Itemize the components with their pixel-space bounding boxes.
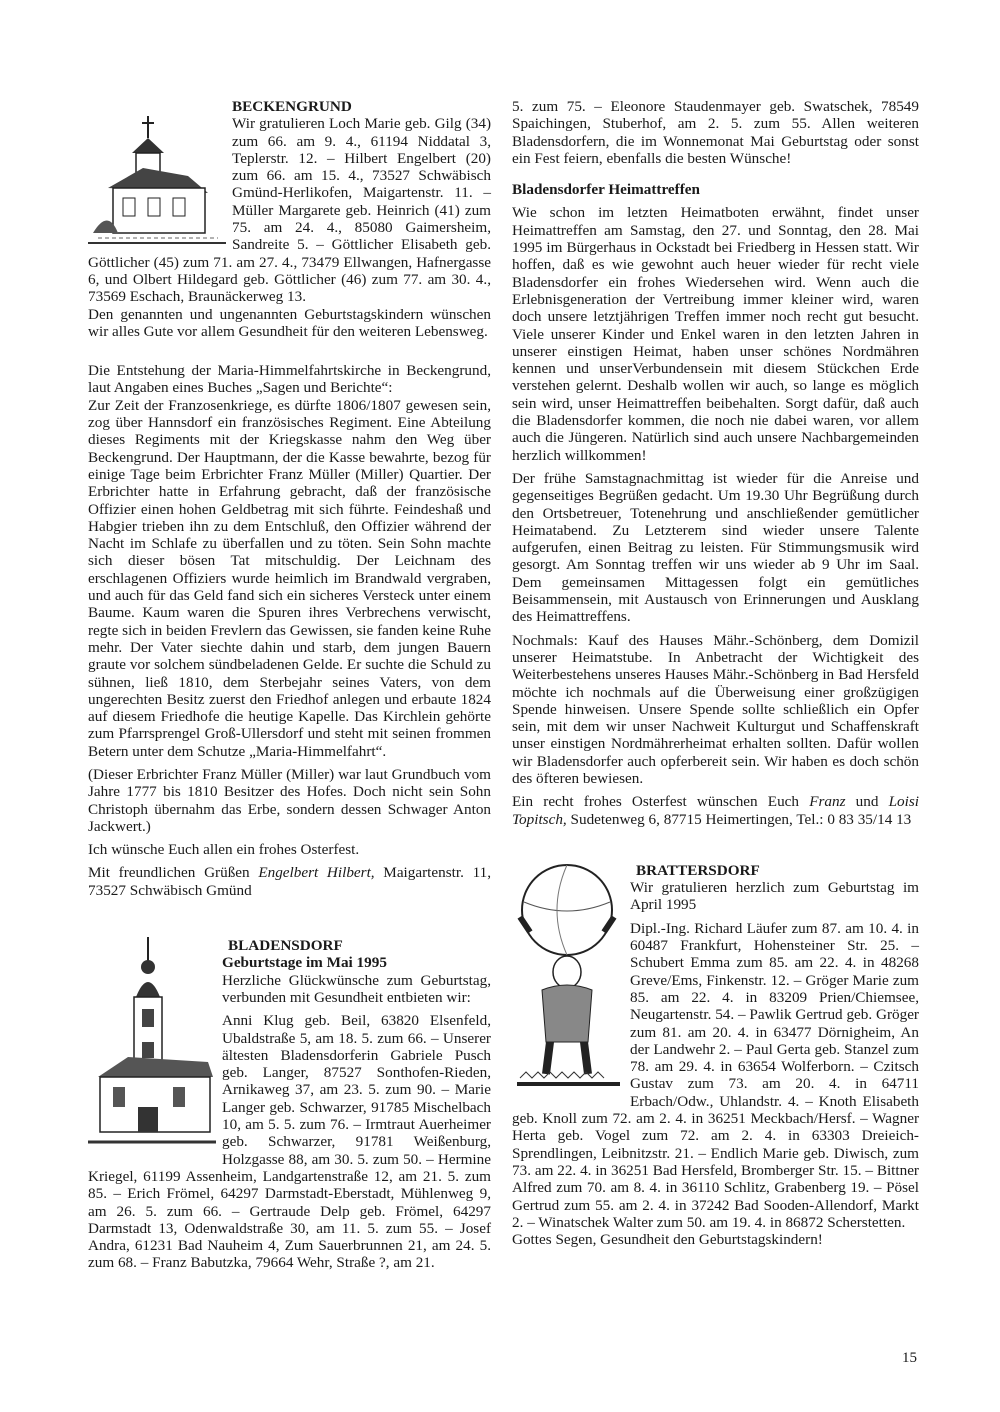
- heimattreffen-closing: Ein recht frohes Osterfest wünschen Euch Franz und Loisi Topitsch, Sudetenweg 6, 87715 Heimertingen, Tel.: 0 83 35/14 13: [512, 793, 919, 828]
- heimattreffen-heading: Bladensdorfer Heimattreffen: [512, 181, 700, 199]
- beckengrund-heading: BECKENGRUND: [232, 98, 352, 115]
- church-tower-illustration: [88, 937, 216, 1147]
- bladensdorf-heading: BLADENSDORF: [228, 937, 343, 955]
- history-note: (Dieser Erbrichter Franz Müller (Miller) war laut Grundbuch vom Jahre 1777 bis 1810 Besitzer des Hofes. Doch nicht sein Sohn Christoph übernahm das Erbe, sondern dessen Schwager Anton Jackwert.): [88, 765, 491, 835]
- history-intro: Die Entstehung der Maria-Himmelfahrtskirche in Beckengrund, laut Angaben eines Buches „Sagen und Berichte“:: [88, 362, 491, 397]
- brattersdorf-heading: BRATTERSDORF: [636, 861, 760, 879]
- beckengrund-wishes: Den genannten und ungenannten Geburtstagskindern wünschen wir alles Gute vor allem Gesundheit für den weiteren Lebensweg.: [88, 305, 491, 340]
- left-column: [88, 98, 491, 1272]
- chapel-illustration: [88, 98, 226, 248]
- easter-wish: Ich wünsche Euch allen ein frohes Osterfest.: [88, 841, 360, 859]
- heimattreffen-p2: Der frühe Samstagnachmittag ist wieder für die Anreise und gegenseitiges Begrüßen gedacht. Um 19.30 Uhr Begrüßung durch den Ortsbetreuer, Totenehrung und anschließender gemütlicher Heimatabend. Zu Letzterem sind wieder unsere Talente aufgerufen, einen Beitrag zu leisten. Für Stimmungsmusik wird gesorgt. Am Sonntag treffen wir uns wieder ab 9 Uhr im Saal. Dem gemeinsamen Mittagessen folgt ein gemütliches Beisammensein, mit Austausch von Erinnerungen und Ausklang des Heimattreffens.: [512, 469, 919, 626]
- bladensdorf-section: [88, 937, 491, 1272]
- beckengrund-birthdays: Wir gratulieren Loch Marie geb. Gilg (34) zum 66. am 9. 4., 61194 Niddatal 3, Teplerstr. 12. – Hilbert Engelbert (20) zum 66. am 15. 4., 73527 Schwäbisch Gmünd-Herlikofen, Maigartenstr. 11. – Müller Margarete geb. Heinrich (41) zum 75. am 24. 4., 85080 Gaimersheim, Sandreite 5. – Göttlicher Elisabeth geb. Göttlicher (45) zum 71. am 27. 4., 73479 Ellwangen, Hafnergasse 6, und Olbert Hildegard geb. Göttlicher (46) zum 77. am 30. 4., 73569 Eschach, Braunäckerweg 13.: [88, 115, 491, 306]
- beckengrund-section: [88, 98, 491, 340]
- heimattreffen-p3: Nochmals: Kauf des Hauses Mähr.-Schönberg, dem Domizil unserer Heimatstube. In Anbetracht der Wichtigkeit des Weiterbestehens unseres Hauses Mähr.-Schönberg in Bad Hersfeld möchte ich nochmals auf die Überweisung einer großzügigen Spende hinweisen. Unsere Spende sollte schließlich ein Opfer sein, mit dem wir unser Nachweit Kulturgut und Schaffenskraft unser einstigen Nordmährerheimat erhalten sollten. Dafür wollen wir Bladensdorfer auch opferbereit sein. Wir haben es doch schön des öfteren bewiesen.: [512, 631, 919, 787]
- bladensdorf-birthdays: Anni Klug geb. Beil, 63820 Elsenfeld, Ubaldstraße 5, am 18. 5. zum 66. – Unserer ältesten Bladensdorferin Gabriele Pusch geb. Langer, 87527 Sonthofen-Rieden, Arnikaweg 37, am 23. 5. zum 90. – Marie Langer geb. Schwarzer, 91785 Mischelbach 10, am 5. 5. zum 76. – Irmtraut Auerheimer geb. Schwarzer, 91781 Weißenburg, Holzgasse 88, am 30. 5. zum 50. – Hermine Kriegel, 61199 Assenheim, Landgartenstraße 12, am 21. 5. zum 85. – Erich Frömel, 64297 Darmstadt-Eberstadt, Mühlenweg 9, am 26. 5. zum 66. – Gertraude Delp geb. Frömel, 64297 Darmstadt 13, Odenwaldstraße 30, am 11. 5. zum 55. – Josef Andra, 61231 Bad Nauheim 4, Zum Sauerbrunnen 21, am 24. 5. zum 68. – Franz Babutzka, 79664 Wehr, Straße ?, am 21.: [88, 1012, 491, 1272]
- heimattreffen-section: [512, 181, 919, 828]
- history-greeting: Mit freundlichen Grüßen Engelbert Hilbert, Maigartenstr. 11, 73527 Schwäbisch Gmünd: [88, 864, 491, 899]
- bladensdorf-subheading: Geburtstage im Mai 1995: [222, 954, 387, 972]
- history-body: Zur Zeit der Franzosenkriege, es dürfte 1806/1807 gewesen sein, zog über Hannsdorf ein französisches Regiment. Eine Abteilung dieses Regiments mit der Kriegskasse nahm den Weg über Beckengrund. Der Hauptmann, der die Kasse bewahrte, bezog für einige Tage beim Erbrichter Franz Müller (Miller) Quartier. Der Erbrichter hatte in Erfahrung gebracht, daß der französische Offizier einen hohen Geldbetrag mit sich führte. Feindeshaß und Habgier trieben ihn zu dem Entschluß, den Offizier während der Nacht im Schlafe zu überfallen und zu töten. Sein Sohn machte sich dieser bösen Tat mitschuldig. Der Leichnam des erschlagenen Offiziers wurde heimlich im Brandwald vergraben, und auch für das Geld fand sich ein sicheres Versteck unter einem Baume. Kaum waren die Spuren ihres Verbrechens verwischt, regte sich in beiden Frevlern das Gewissen, sie fanden keine Ruhe mehr. Der Vater siechte dahin und starb, dem jungen Bauern graute vor solchem sündbeladenen Gelde. Er suchte die Schuld zu sühnen, ließ 1810, dem Sterbejahr seines Vaters, von dem ungerechten Besitz zuerst den Friedhof anlegen und erbaute 1824 auf diesem Friedhofe die heutige Kapelle. Das Kirchlein gehörte zum Pfarrsprengel Groß-Ullersdorf und steht mit seinen frommen Betern unter dem Schutze „Maria-Himmelfahrt“.: [88, 396, 491, 760]
- right-column: [512, 98, 919, 1248]
- brattersdorf-birthdays: Dipl.-Ing. Richard Läufer zum 87. am 10. 4. in 60487 Frankfurt, Hohensteiner Str. 25. – Schubert Emma zum 85. am 22. 4. in 48268 Greve/Ems, Finkenstr. 12. – Gröger Marie zum 85. am 22. 4. in 83209 Prien/Chiemsee, Neugartenstr. 54. – Pawlik Gertrud geb. Gröger zum 81. am 20. 4. in 63477 Dörnigheim, An der Landwehr 2. – Paul Gerta geb. Stanzel zum 78. am 29. 4. in 63654 Wolferborn. – Czitsch Gustav zum 73. am 20. 4. in 64711 Erbach/Odw., Uhlandstr. 4. – Knoth Elisabeth geb. Knoll zum 72. am 2. 4. in 36251 Meckbach/Hersf. – Wagner Herta geb. Vogel zum 72. am 2. 4. in 63303 Dreieich-Sprendlingen, Leibnitzstr. 21. – Endlich Marie geb. Diwisch, zum 73. am 22. 4. in 36251 Bad Hersfeld, Bromberger Str. 15. – Bittner Alfred zum 70. am 8. 4. in 36110 Schlitz, Grabenberg 19. – Pösel Gertrud zum 55. am 2. 4. in 37242 Bad Sooden-Allendorf, Markt 2. – Winatschek Walter zum 50. am 19. 4. in 86872 Scherstetten.: [512, 919, 919, 1231]
- brattersdorf-section: [512, 862, 919, 1249]
- atlas-statue-illustration: [512, 862, 624, 1090]
- brattersdorf-blessing: Gottes Segen, Gesundheit den Geburtstagskindern!: [512, 1231, 823, 1249]
- bladensdorf-continuation: 5. zum 75. – Eleonore Staudenmayer geb. Swatschek, 78549 Spaichingen, Stuberhof, am 2. 5. zum 55. Allen weiteren Bladensdorfern, die im Wonnemonat Mai Geburtstag oder sonst ein Fest feiern, ebenfalls die besten Wünsche!: [512, 98, 919, 167]
- heimattreffen-p1: Wie schon im letzten Heimatboten erwähnt, findet unser Heimattreffen am Samstag, den 27. und Sonntag, den 28. Mai 1995 im Bürgerhaus in Ockstadt bei Friedberg in Hessen statt. Wir hoffen, daß es wie gewohnt auch heuer wieder für recht viele Bladensdorfer ein frohes Wiedersehen wird. Wenn auch die Erlebnisgeneration der Vertreibung immer kleiner wird, waren doch unsere letztjährigen Treffen immer noch recht gut besucht. Viele unserer Kinder und Enkel waren in den letzten Jahren in unserer einstigen Heimat, haben unser schönes Nordmähren kennen und unserVerbundensein mit diesem Stückchen Erde verstehen gelernt. Deshalb wollen wir auch, so lange es möglich sein wird, unser Heimattreffen beibehalten. Sorgt dafür, daß auch die Bladensdorfer kommen, die noch nie dabei waren, vor allem auch die Jüngeren. Natürlich sind auch unsere Nachbargemeinden herzlich willkommen!: [512, 204, 919, 464]
- church-history-section: [88, 362, 491, 899]
- bladensdorf-intro: Herzliche Glückwünsche zum Geburtstag, verbunden mit Gesundheit entbieten wir:: [222, 971, 491, 1006]
- page-number: 15: [902, 1350, 917, 1366]
- brattersdorf-intro: Wir gratulieren herzlich zum Geburtstag im April 1995: [630, 879, 919, 914]
